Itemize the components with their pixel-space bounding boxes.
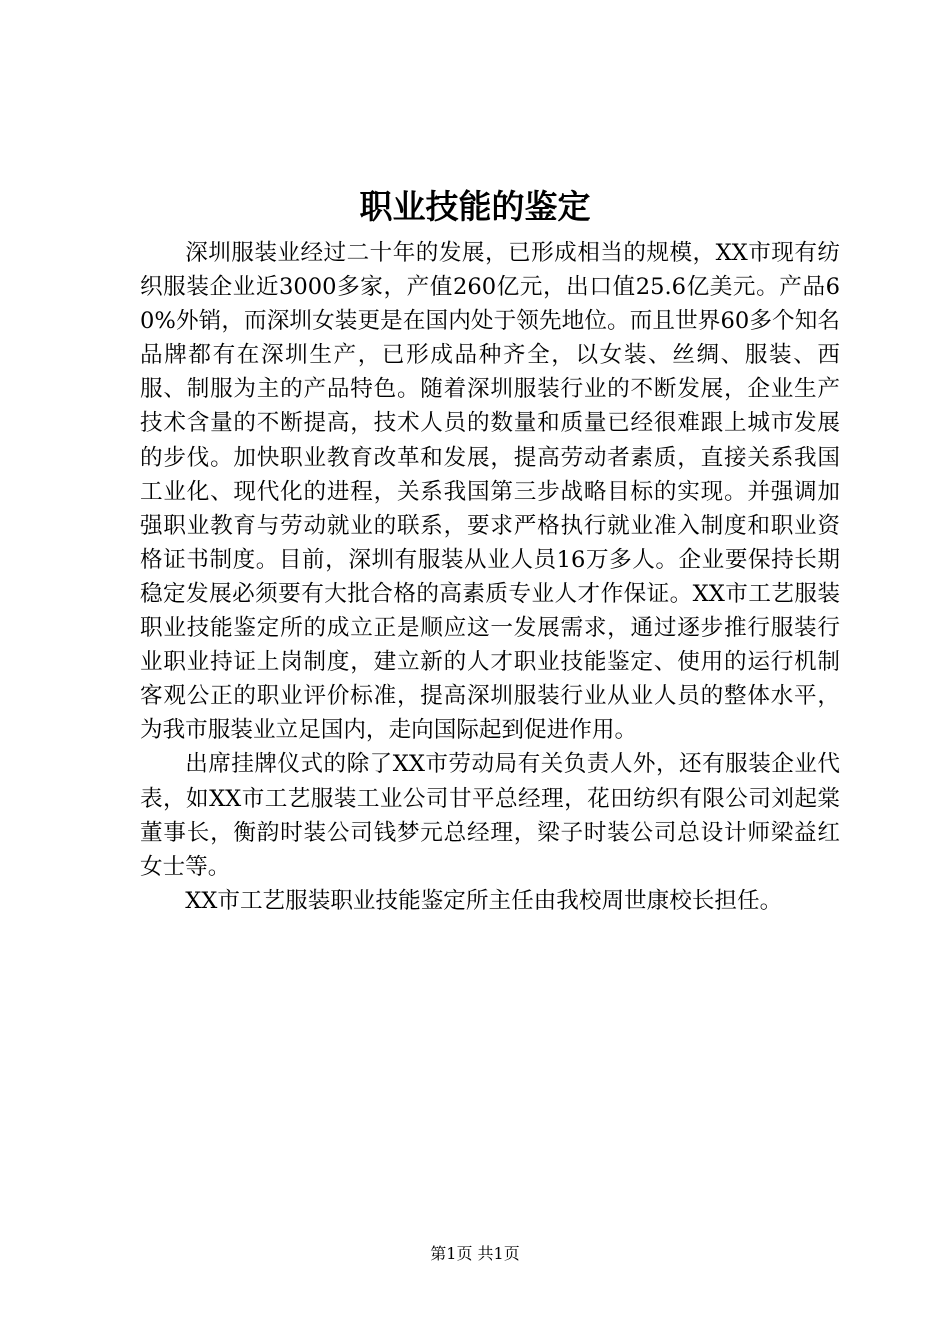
paragraph-1: 深圳服装业经过二十年的发展，已形成相当的规模，XX市现有纺织服装企业近3000多家，产值260亿元，出口值25.6亿美元。产品60%外销，而深圳女装更是在国内处于领先地位。而且世界60多个知名品牌都有在深圳生产，已形成品种齐全，以女装、丝绸、服装、西服、制服为主的产品特色。随着深圳服装行业的不断发展，企业生产技术含量的不断提高，技术人员的数量和质量已经很难跟上城市发展的步伐。加快职业教育改革和发展，提高劳动者素质，直接关系我国工业化、现代化的进程，关系我国第三步战略目标的实现。并强调加强职业教育与劳动就业的联系，要求严格执行就业准入制度和职业资格证书制度。目前，深圳有服装从业人员16万多人。企业要保持长期稳定发展必须要有大批合格的高素质专业人才作保证。XX市工艺服装职业技能鉴定所的成立正是顺应这一发展需求，通过逐步推行服装行业职业持证上岗制度，建立新的人才职业技能鉴定、使用的运行机制客观公正的职业评价标准，提高深圳服装行业从业人员的整体水平，为我市服装业立足国内，走向国际起到促进作用。 <box>140 240 840 744</box>
page-footer: 第1页 共1页 <box>430 1244 520 1263</box>
document-body <box>140 236 840 918</box>
document-title: 职业技能的鉴定 <box>359 187 591 226</box>
paragraph-3: XX市工艺服装职业技能鉴定所主任由我校周世康校长担任。 <box>185 887 783 914</box>
paragraph-2: 出席挂牌仪式的除了XX市劳动局有关负责人外，还有服装企业代表，如XX市工艺服装工业公司甘平总经理，花田纺织有限公司刘起棠董事长，衡韵时装公司钱梦元总经理，梁子时装公司总设计师梁益红女士等。 <box>140 751 840 880</box>
